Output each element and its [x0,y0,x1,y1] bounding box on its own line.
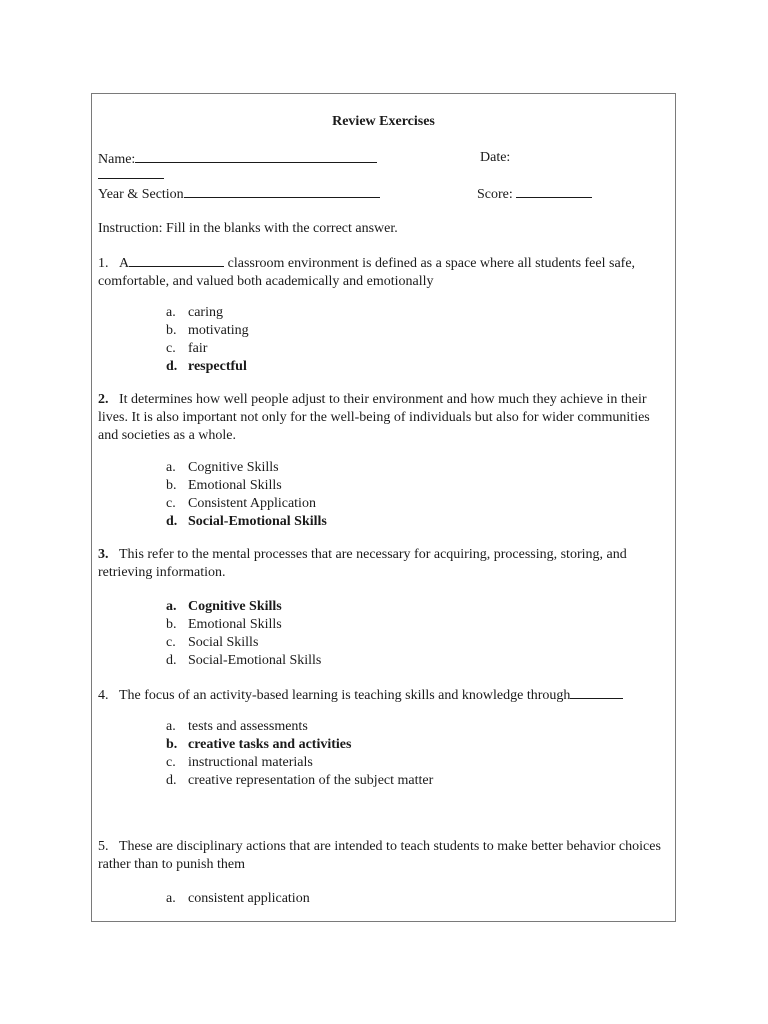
question-number: 1. [98,256,109,271]
question-3-options [166,598,321,670]
option-letter: a. [166,719,176,734]
option-text: Social-Emotional Skills [188,653,322,668]
score-label: Score: [477,187,513,202]
option-letter: d. [166,514,178,529]
option-text: Social Skills [188,635,259,650]
option-letter: a. [166,305,176,320]
question-number: 3. [98,547,109,562]
option-c [166,754,433,772]
option-text: Emotional Skills [188,617,282,632]
question-text: It determines how well people adjust to their environment and how much they achieve in their lives. It is also important not only for the well-being of individuals but also for wider communities and societies as a whole. [98,392,650,443]
date-blank-row [98,165,164,184]
option-letter: d. [166,773,177,788]
option-text: Consistent Application [188,496,316,511]
option-letter: b. [166,617,177,632]
option-text: motivating [188,323,249,338]
option-b [166,322,249,340]
option-c [166,495,327,513]
name-label: Name: [98,152,136,167]
question-5-options [166,890,310,908]
question-4 [98,685,670,705]
option-a [166,459,327,477]
option-text: Social-Emotional Skills [188,514,327,529]
option-letter: a. [166,460,176,475]
option-letter: b. [166,323,177,338]
question-number: 5. [98,839,109,854]
option-d [166,772,433,790]
option-b [166,736,433,754]
option-text: creative tasks and activities [188,737,352,752]
question-text-start: A [119,256,130,271]
question-2-options [166,459,327,531]
option-text: creative representation of the subject matter [188,773,434,788]
option-letter: a. [166,891,176,906]
year-section-label: Year & Section [98,187,184,202]
answer-blank [129,253,224,267]
option-letter: d. [166,653,177,668]
option-text: Emotional Skills [188,478,282,493]
option-text: fair [188,341,208,356]
answer-blank [570,685,623,699]
question-number: 2. [98,392,109,407]
option-d [166,652,321,670]
option-text: Cognitive Skills [188,599,282,614]
option-b [166,616,321,634]
question-1-options [166,304,249,376]
question-1 [98,253,670,291]
option-letter: c. [166,341,176,356]
option-text: instructional materials [188,755,313,770]
date-field [480,149,510,166]
question-number: 4. [98,688,109,703]
option-letter: b. [166,737,178,752]
option-text: respectful [188,359,247,374]
question-5 [98,838,670,874]
date-label: Date: [480,150,511,165]
worksheet-page [91,93,676,922]
year-section-blank [184,184,380,198]
option-text: Cognitive Skills [188,460,279,475]
question-text: These are disciplinary actions that are intended to teach students to make better behavior choices rather than to punish them [98,839,661,872]
option-a [166,890,310,908]
question-4-options [166,718,433,790]
name-blank [135,149,377,163]
option-text: caring [188,305,223,320]
option-a [166,598,321,616]
option-letter: d. [166,359,178,374]
option-letter: c. [166,496,176,511]
score-field [477,184,592,203]
option-d [166,358,249,376]
question-text: classroom environment is defined as a space where all students feel safe, comfortable, and valued both academically and emotionally [98,256,636,289]
option-letter: b. [166,478,177,493]
option-b [166,477,327,495]
option-text: tests and assessments [188,719,308,734]
question-3 [98,546,670,582]
question-text: The focus of an activity-based learning is teaching skills and knowledge through [119,688,571,703]
instruction: Instruction: Fill in the blanks with the correct answer. [98,221,398,236]
option-d [166,513,327,531]
year-section-field [98,184,380,203]
option-letter: c. [166,755,176,770]
date-blank [98,165,164,179]
option-letter: c. [166,635,176,650]
question-2 [98,391,670,445]
option-c [166,634,321,652]
page-title: Review Exercises [332,114,435,129]
score-blank [516,184,592,198]
option-a [166,304,249,322]
option-text: consistent application [188,891,310,906]
option-letter: a. [166,599,177,614]
option-c [166,340,249,358]
question-text: This refer to the mental processes that are necessary for acquiring, processing, storing, and retrieving information. [98,547,627,580]
option-a [166,718,433,736]
